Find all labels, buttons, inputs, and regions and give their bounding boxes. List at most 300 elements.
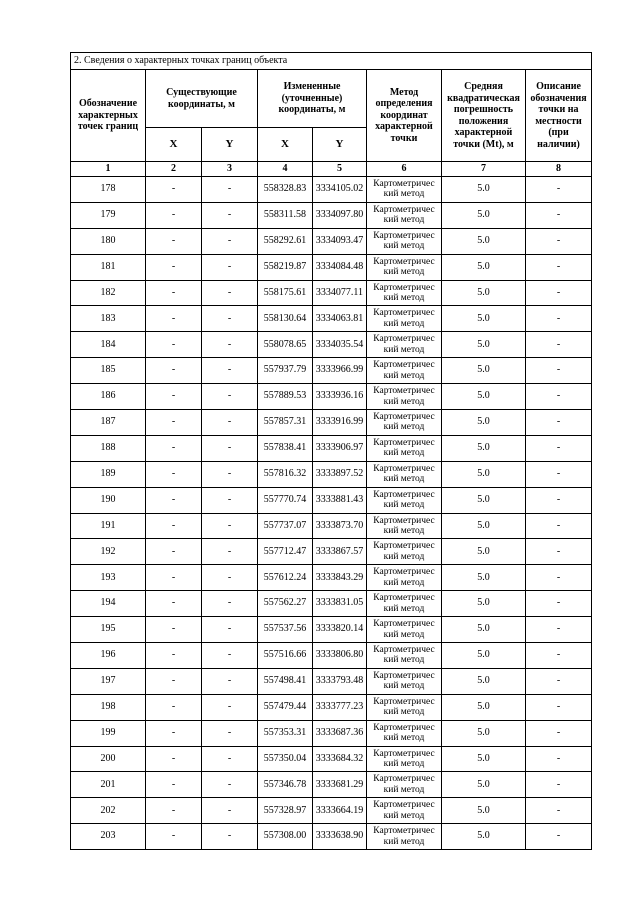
method-cell <box>367 746 442 772</box>
method-text-line: Картометричес <box>373 256 435 267</box>
existing-x-cell: - <box>146 384 202 410</box>
point-id-cell: 178 <box>71 177 146 203</box>
method-cell <box>367 280 442 306</box>
changed-x-cell: 557712.47 <box>258 539 313 565</box>
changed-x-cell: 557350.04 <box>258 746 313 772</box>
method-text-line: кий метод <box>383 215 425 226</box>
changed-x-cell: 558292.61 <box>258 228 313 254</box>
rmse-cell: 5.0 <box>442 539 526 565</box>
rmse-cell: 5.0 <box>442 254 526 280</box>
header-row-main <box>71 70 592 128</box>
method-cell <box>367 228 442 254</box>
table-row <box>71 746 592 772</box>
table-row <box>71 565 592 591</box>
method-text-line: кий метод <box>383 241 425 252</box>
method-text-line: Картометричес <box>373 463 435 474</box>
header-changed-x: X <box>258 128 313 162</box>
boundary-points-table <box>70 52 592 850</box>
point-id-cell: 201 <box>71 772 146 798</box>
method-text-line: кий метод <box>383 603 425 614</box>
method-text-line: Картометричес <box>373 541 435 552</box>
changed-y-cell: 3334097.80 <box>313 202 367 228</box>
point-id-cell: 179 <box>71 202 146 228</box>
point-id-cell: 182 <box>71 280 146 306</box>
existing-y-cell: - <box>202 720 258 746</box>
point-id-cell: 193 <box>71 565 146 591</box>
column-number: 7 <box>442 162 526 177</box>
method-text-line: Картометричес <box>373 722 435 733</box>
rmse-cell: 5.0 <box>442 410 526 436</box>
rmse-cell: 5.0 <box>442 461 526 487</box>
method-text-line: кий метод <box>383 267 425 278</box>
point-id-cell: 180 <box>71 228 146 254</box>
method-text-line: кий метод <box>383 577 425 588</box>
column-number: 6 <box>367 162 442 177</box>
table-row <box>71 539 592 565</box>
changed-x-cell: 558175.61 <box>258 280 313 306</box>
changed-y-cell: 3333867.57 <box>313 539 367 565</box>
table-row <box>71 280 592 306</box>
existing-x-cell: - <box>146 746 202 772</box>
table-row <box>71 824 592 850</box>
rmse-cell: 5.0 <box>442 306 526 332</box>
point-description-cell: - <box>526 513 592 539</box>
table-row <box>71 643 592 669</box>
header-existing-x: X <box>146 128 202 162</box>
method-text-line: кий метод <box>383 655 425 666</box>
point-description-cell: - <box>526 461 592 487</box>
changed-x-cell: 557346.78 <box>258 772 313 798</box>
existing-x-cell: - <box>146 824 202 850</box>
existing-y-cell: - <box>202 798 258 824</box>
existing-x-cell: - <box>146 202 202 228</box>
method-cell <box>367 306 442 332</box>
method-text-line: Картометричес <box>373 774 435 785</box>
method-text-line: Картометричес <box>373 515 435 526</box>
existing-y-cell: - <box>202 435 258 461</box>
changed-y-cell: 3334105.02 <box>313 177 367 203</box>
point-id-cell: 181 <box>71 254 146 280</box>
method-text-line: кий метод <box>383 681 425 692</box>
changed-x-cell: 557537.56 <box>258 617 313 643</box>
method-text-line: Картометричес <box>373 334 435 345</box>
point-id-cell: 185 <box>71 358 146 384</box>
changed-y-cell: 3334035.54 <box>313 332 367 358</box>
method-text-line: Картометричес <box>373 204 435 215</box>
method-text-line: кий метод <box>383 448 425 459</box>
method-cell <box>367 824 442 850</box>
rmse-cell: 5.0 <box>442 824 526 850</box>
method-text-line: Картометричес <box>373 619 435 630</box>
method-text-line: кий метод <box>383 810 425 821</box>
point-id-cell: 186 <box>71 384 146 410</box>
rmse-cell: 5.0 <box>442 668 526 694</box>
point-id-cell: 194 <box>71 591 146 617</box>
method-text-line: Картометричес <box>373 645 435 656</box>
changed-x-cell: 558130.64 <box>258 306 313 332</box>
table-row <box>71 513 592 539</box>
existing-x-cell: - <box>146 643 202 669</box>
method-text-line: кий метод <box>383 629 425 640</box>
existing-y-cell: - <box>202 643 258 669</box>
point-id-cell: 189 <box>71 461 146 487</box>
method-text-line: кий метод <box>383 318 425 329</box>
point-description-cell: - <box>526 202 592 228</box>
method-text-line: кий метод <box>383 189 425 200</box>
point-description-cell: - <box>526 306 592 332</box>
method-text-line: Картометричес <box>373 567 435 578</box>
rmse-cell: 5.0 <box>442 694 526 720</box>
point-description-cell: - <box>526 565 592 591</box>
method-cell <box>367 177 442 203</box>
method-text-line: кий метод <box>383 526 425 537</box>
table-row <box>71 772 592 798</box>
changed-y-cell: 3333687.36 <box>313 720 367 746</box>
point-id-cell: 199 <box>71 720 146 746</box>
existing-x-cell: - <box>146 539 202 565</box>
header-existing-y: Y <box>202 128 258 162</box>
point-id-cell: 188 <box>71 435 146 461</box>
method-cell <box>367 487 442 513</box>
existing-y-cell: - <box>202 280 258 306</box>
method-cell <box>367 798 442 824</box>
point-id-cell: 200 <box>71 746 146 772</box>
point-id-cell: 191 <box>71 513 146 539</box>
header-existing-coords: Существующие координаты, м <box>146 70 258 128</box>
point-id-cell: 203 <box>71 824 146 850</box>
existing-y-cell: - <box>202 254 258 280</box>
method-cell <box>367 539 442 565</box>
existing-y-cell: - <box>202 746 258 772</box>
existing-x-cell: - <box>146 254 202 280</box>
point-id-cell: 183 <box>71 306 146 332</box>
existing-x-cell: - <box>146 177 202 203</box>
rmse-cell: 5.0 <box>442 643 526 669</box>
rmse-cell: 5.0 <box>442 332 526 358</box>
existing-y-cell: - <box>202 565 258 591</box>
point-description-cell: - <box>526 668 592 694</box>
existing-y-cell: - <box>202 617 258 643</box>
existing-x-cell: - <box>146 668 202 694</box>
point-description-cell: - <box>526 539 592 565</box>
section-title: 2. Сведения о характерных точках границ объекта <box>71 53 592 70</box>
changed-x-cell: 557838.41 <box>258 435 313 461</box>
point-description-cell: - <box>526 798 592 824</box>
existing-x-cell: - <box>146 358 202 384</box>
table-row <box>71 798 592 824</box>
point-description-cell: - <box>526 694 592 720</box>
point-description-cell: - <box>526 332 592 358</box>
changed-y-cell: 3333806.80 <box>313 643 367 669</box>
method-text-line: кий метод <box>383 836 425 847</box>
point-id-cell: 187 <box>71 410 146 436</box>
changed-x-cell: 557816.32 <box>258 461 313 487</box>
point-description-cell: - <box>526 177 592 203</box>
existing-x-cell: - <box>146 694 202 720</box>
point-description-cell: - <box>526 358 592 384</box>
method-text-line: Картометричес <box>373 670 435 681</box>
changed-y-cell: 3334093.47 <box>313 228 367 254</box>
point-description-cell: - <box>526 720 592 746</box>
point-description-cell: - <box>526 824 592 850</box>
changed-y-cell: 3333936.16 <box>313 384 367 410</box>
changed-x-cell: 558219.87 <box>258 254 313 280</box>
method-cell <box>367 668 442 694</box>
table-row <box>71 306 592 332</box>
rmse-cell: 5.0 <box>442 280 526 306</box>
table-row <box>71 487 592 513</box>
changed-y-cell: 3334077.11 <box>313 280 367 306</box>
method-cell <box>367 384 442 410</box>
method-text-line: Картометричес <box>373 308 435 319</box>
header-changed-coords: Измененные (уточненные) координаты, м <box>258 70 367 128</box>
method-text-line: кий метод <box>383 396 425 407</box>
table-row <box>71 384 592 410</box>
column-number: 3 <box>202 162 258 177</box>
changed-y-cell: 3333793.48 <box>313 668 367 694</box>
method-text-line: Картометричес <box>373 360 435 371</box>
point-description-cell: - <box>526 435 592 461</box>
rmse-cell: 5.0 <box>442 591 526 617</box>
existing-y-cell: - <box>202 668 258 694</box>
rmse-cell: 5.0 <box>442 565 526 591</box>
method-cell <box>367 617 442 643</box>
table-row <box>71 694 592 720</box>
point-description-cell: - <box>526 617 592 643</box>
column-number: 4 <box>258 162 313 177</box>
column-number: 8 <box>526 162 592 177</box>
existing-y-cell: - <box>202 461 258 487</box>
point-description-cell: - <box>526 772 592 798</box>
existing-x-cell: - <box>146 798 202 824</box>
method-text-line: Картометричес <box>373 282 435 293</box>
method-text-line: Картометричес <box>373 696 435 707</box>
existing-y-cell: - <box>202 772 258 798</box>
method-cell <box>367 254 442 280</box>
rmse-cell: 5.0 <box>442 617 526 643</box>
method-text-line: Картометричес <box>373 826 435 837</box>
existing-x-cell: - <box>146 772 202 798</box>
changed-x-cell: 557770.74 <box>258 487 313 513</box>
changed-y-cell: 3333664.19 <box>313 798 367 824</box>
existing-x-cell: - <box>146 410 202 436</box>
table-row <box>71 228 592 254</box>
method-text-line: кий метод <box>383 733 425 744</box>
changed-y-cell: 3334063.81 <box>313 306 367 332</box>
method-cell <box>367 513 442 539</box>
point-id-cell: 195 <box>71 617 146 643</box>
header-description: Описание обозначения точки на местности (при наличии) <box>526 70 592 162</box>
existing-x-cell: - <box>146 617 202 643</box>
point-description-cell: - <box>526 280 592 306</box>
method-cell <box>367 461 442 487</box>
changed-y-cell: 3333881.43 <box>313 487 367 513</box>
rmse-cell: 5.0 <box>442 772 526 798</box>
rmse-cell: 5.0 <box>442 720 526 746</box>
method-text-line: Картометричес <box>373 748 435 759</box>
rmse-cell: 5.0 <box>442 435 526 461</box>
changed-x-cell: 557479.44 <box>258 694 313 720</box>
method-text-line: кий метод <box>383 784 425 795</box>
point-id-cell: 192 <box>71 539 146 565</box>
method-text-line: кий метод <box>383 474 425 485</box>
changed-x-cell: 557353.31 <box>258 720 313 746</box>
method-cell <box>367 358 442 384</box>
changed-x-cell: 558311.58 <box>258 202 313 228</box>
header-changed-y: Y <box>313 128 367 162</box>
table-row <box>71 617 592 643</box>
method-text-line: Картометричес <box>373 437 435 448</box>
existing-x-cell: - <box>146 720 202 746</box>
changed-y-cell: 3333843.29 <box>313 565 367 591</box>
changed-y-cell: 3333831.05 <box>313 591 367 617</box>
existing-y-cell: - <box>202 591 258 617</box>
table-row <box>71 591 592 617</box>
point-description-cell: - <box>526 254 592 280</box>
rmse-cell: 5.0 <box>442 202 526 228</box>
point-id-cell: 184 <box>71 332 146 358</box>
point-description-cell: - <box>526 591 592 617</box>
point-description-cell: - <box>526 487 592 513</box>
changed-y-cell: 3333897.52 <box>313 461 367 487</box>
changed-x-cell: 557612.24 <box>258 565 313 591</box>
existing-x-cell: - <box>146 461 202 487</box>
changed-x-cell: 557328.97 <box>258 798 313 824</box>
changed-y-cell: 3333966.99 <box>313 358 367 384</box>
existing-x-cell: - <box>146 487 202 513</box>
changed-x-cell: 558078.65 <box>258 332 313 358</box>
existing-x-cell: - <box>146 332 202 358</box>
point-description-cell: - <box>526 384 592 410</box>
rmse-cell: 5.0 <box>442 487 526 513</box>
point-id-cell: 197 <box>71 668 146 694</box>
changed-y-cell: 3333681.29 <box>313 772 367 798</box>
method-cell <box>367 720 442 746</box>
changed-x-cell: 558328.83 <box>258 177 313 203</box>
method-text-line: кий метод <box>383 293 425 303</box>
point-description-cell: - <box>526 228 592 254</box>
table-row <box>71 435 592 461</box>
table-row <box>71 332 592 358</box>
table-row <box>71 668 592 694</box>
method-cell <box>367 410 442 436</box>
point-id-cell: 196 <box>71 643 146 669</box>
existing-x-cell: - <box>146 513 202 539</box>
existing-y-cell: - <box>202 358 258 384</box>
method-text-line: Картометричес <box>373 386 435 397</box>
header-method: Метод определения координат характерной точки <box>367 70 442 162</box>
column-number: 5 <box>313 162 367 177</box>
method-cell <box>367 694 442 720</box>
existing-x-cell: - <box>146 591 202 617</box>
method-cell <box>367 565 442 591</box>
changed-y-cell: 3333777.23 <box>313 694 367 720</box>
changed-y-cell: 3333906.97 <box>313 435 367 461</box>
existing-y-cell: - <box>202 487 258 513</box>
existing-y-cell: - <box>202 202 258 228</box>
existing-x-cell: - <box>146 228 202 254</box>
point-description-cell: - <box>526 643 592 669</box>
method-text-line: Картометричес <box>373 412 435 423</box>
point-id-cell: 190 <box>71 487 146 513</box>
existing-y-cell: - <box>202 332 258 358</box>
changed-y-cell: 3333916.99 <box>313 410 367 436</box>
column-number-row <box>71 162 592 177</box>
existing-y-cell: - <box>202 410 258 436</box>
rmse-cell: 5.0 <box>442 513 526 539</box>
method-text-line: Картометричес <box>373 179 435 189</box>
changed-y-cell: 3333638.90 <box>313 824 367 850</box>
changed-y-cell: 3333684.32 <box>313 746 367 772</box>
existing-y-cell: - <box>202 177 258 203</box>
column-number: 1 <box>71 162 146 177</box>
method-text-line: Картометричес <box>373 230 435 241</box>
changed-x-cell: 557308.00 <box>258 824 313 850</box>
method-text-line: кий метод <box>383 500 425 511</box>
header-rmse: Средняя квадратическая погрешность положения характерной точки (Mt), м <box>442 70 526 162</box>
existing-x-cell: - <box>146 306 202 332</box>
point-id-cell: 202 <box>71 798 146 824</box>
method-text-line: кий метод <box>383 344 425 355</box>
existing-y-cell: - <box>202 513 258 539</box>
table-row <box>71 254 592 280</box>
existing-y-cell: - <box>202 306 258 332</box>
changed-x-cell: 557562.27 <box>258 591 313 617</box>
rmse-cell: 5.0 <box>442 798 526 824</box>
method-text-line: кий метод <box>383 370 425 381</box>
method-cell <box>367 772 442 798</box>
existing-y-cell: - <box>202 824 258 850</box>
rmse-cell: 5.0 <box>442 228 526 254</box>
existing-x-cell: - <box>146 565 202 591</box>
method-text-line: кий метод <box>383 759 425 770</box>
method-text-line: Картометричес <box>373 800 435 811</box>
header-point-designation: Обозначение характерных точек границ <box>71 70 146 162</box>
changed-y-cell: 3333820.14 <box>313 617 367 643</box>
existing-y-cell: - <box>202 539 258 565</box>
method-text-line: Картометричес <box>373 489 435 500</box>
changed-x-cell: 557498.41 <box>258 668 313 694</box>
existing-y-cell: - <box>202 228 258 254</box>
table-row <box>71 202 592 228</box>
method-cell <box>367 435 442 461</box>
method-text-line: кий метод <box>383 422 425 433</box>
table-row <box>71 461 592 487</box>
point-id-cell: 198 <box>71 694 146 720</box>
rmse-cell: 5.0 <box>442 358 526 384</box>
point-description-cell: - <box>526 746 592 772</box>
rmse-cell: 5.0 <box>442 746 526 772</box>
changed-x-cell: 557516.66 <box>258 643 313 669</box>
column-number: 2 <box>146 162 202 177</box>
method-cell <box>367 202 442 228</box>
changed-x-cell: 557857.31 <box>258 410 313 436</box>
existing-y-cell: - <box>202 694 258 720</box>
table-row <box>71 177 592 203</box>
existing-y-cell: - <box>202 384 258 410</box>
existing-x-cell: - <box>146 435 202 461</box>
changed-x-cell: 557737.07 <box>258 513 313 539</box>
changed-y-cell: 3333873.70 <box>313 513 367 539</box>
method-text-line: кий метод <box>383 551 425 562</box>
method-text-line: Картометричес <box>373 593 435 604</box>
table-row <box>71 410 592 436</box>
method-cell <box>367 591 442 617</box>
table-row <box>71 720 592 746</box>
point-description-cell: - <box>526 410 592 436</box>
section-title-row <box>71 53 592 70</box>
changed-y-cell: 3334084.48 <box>313 254 367 280</box>
